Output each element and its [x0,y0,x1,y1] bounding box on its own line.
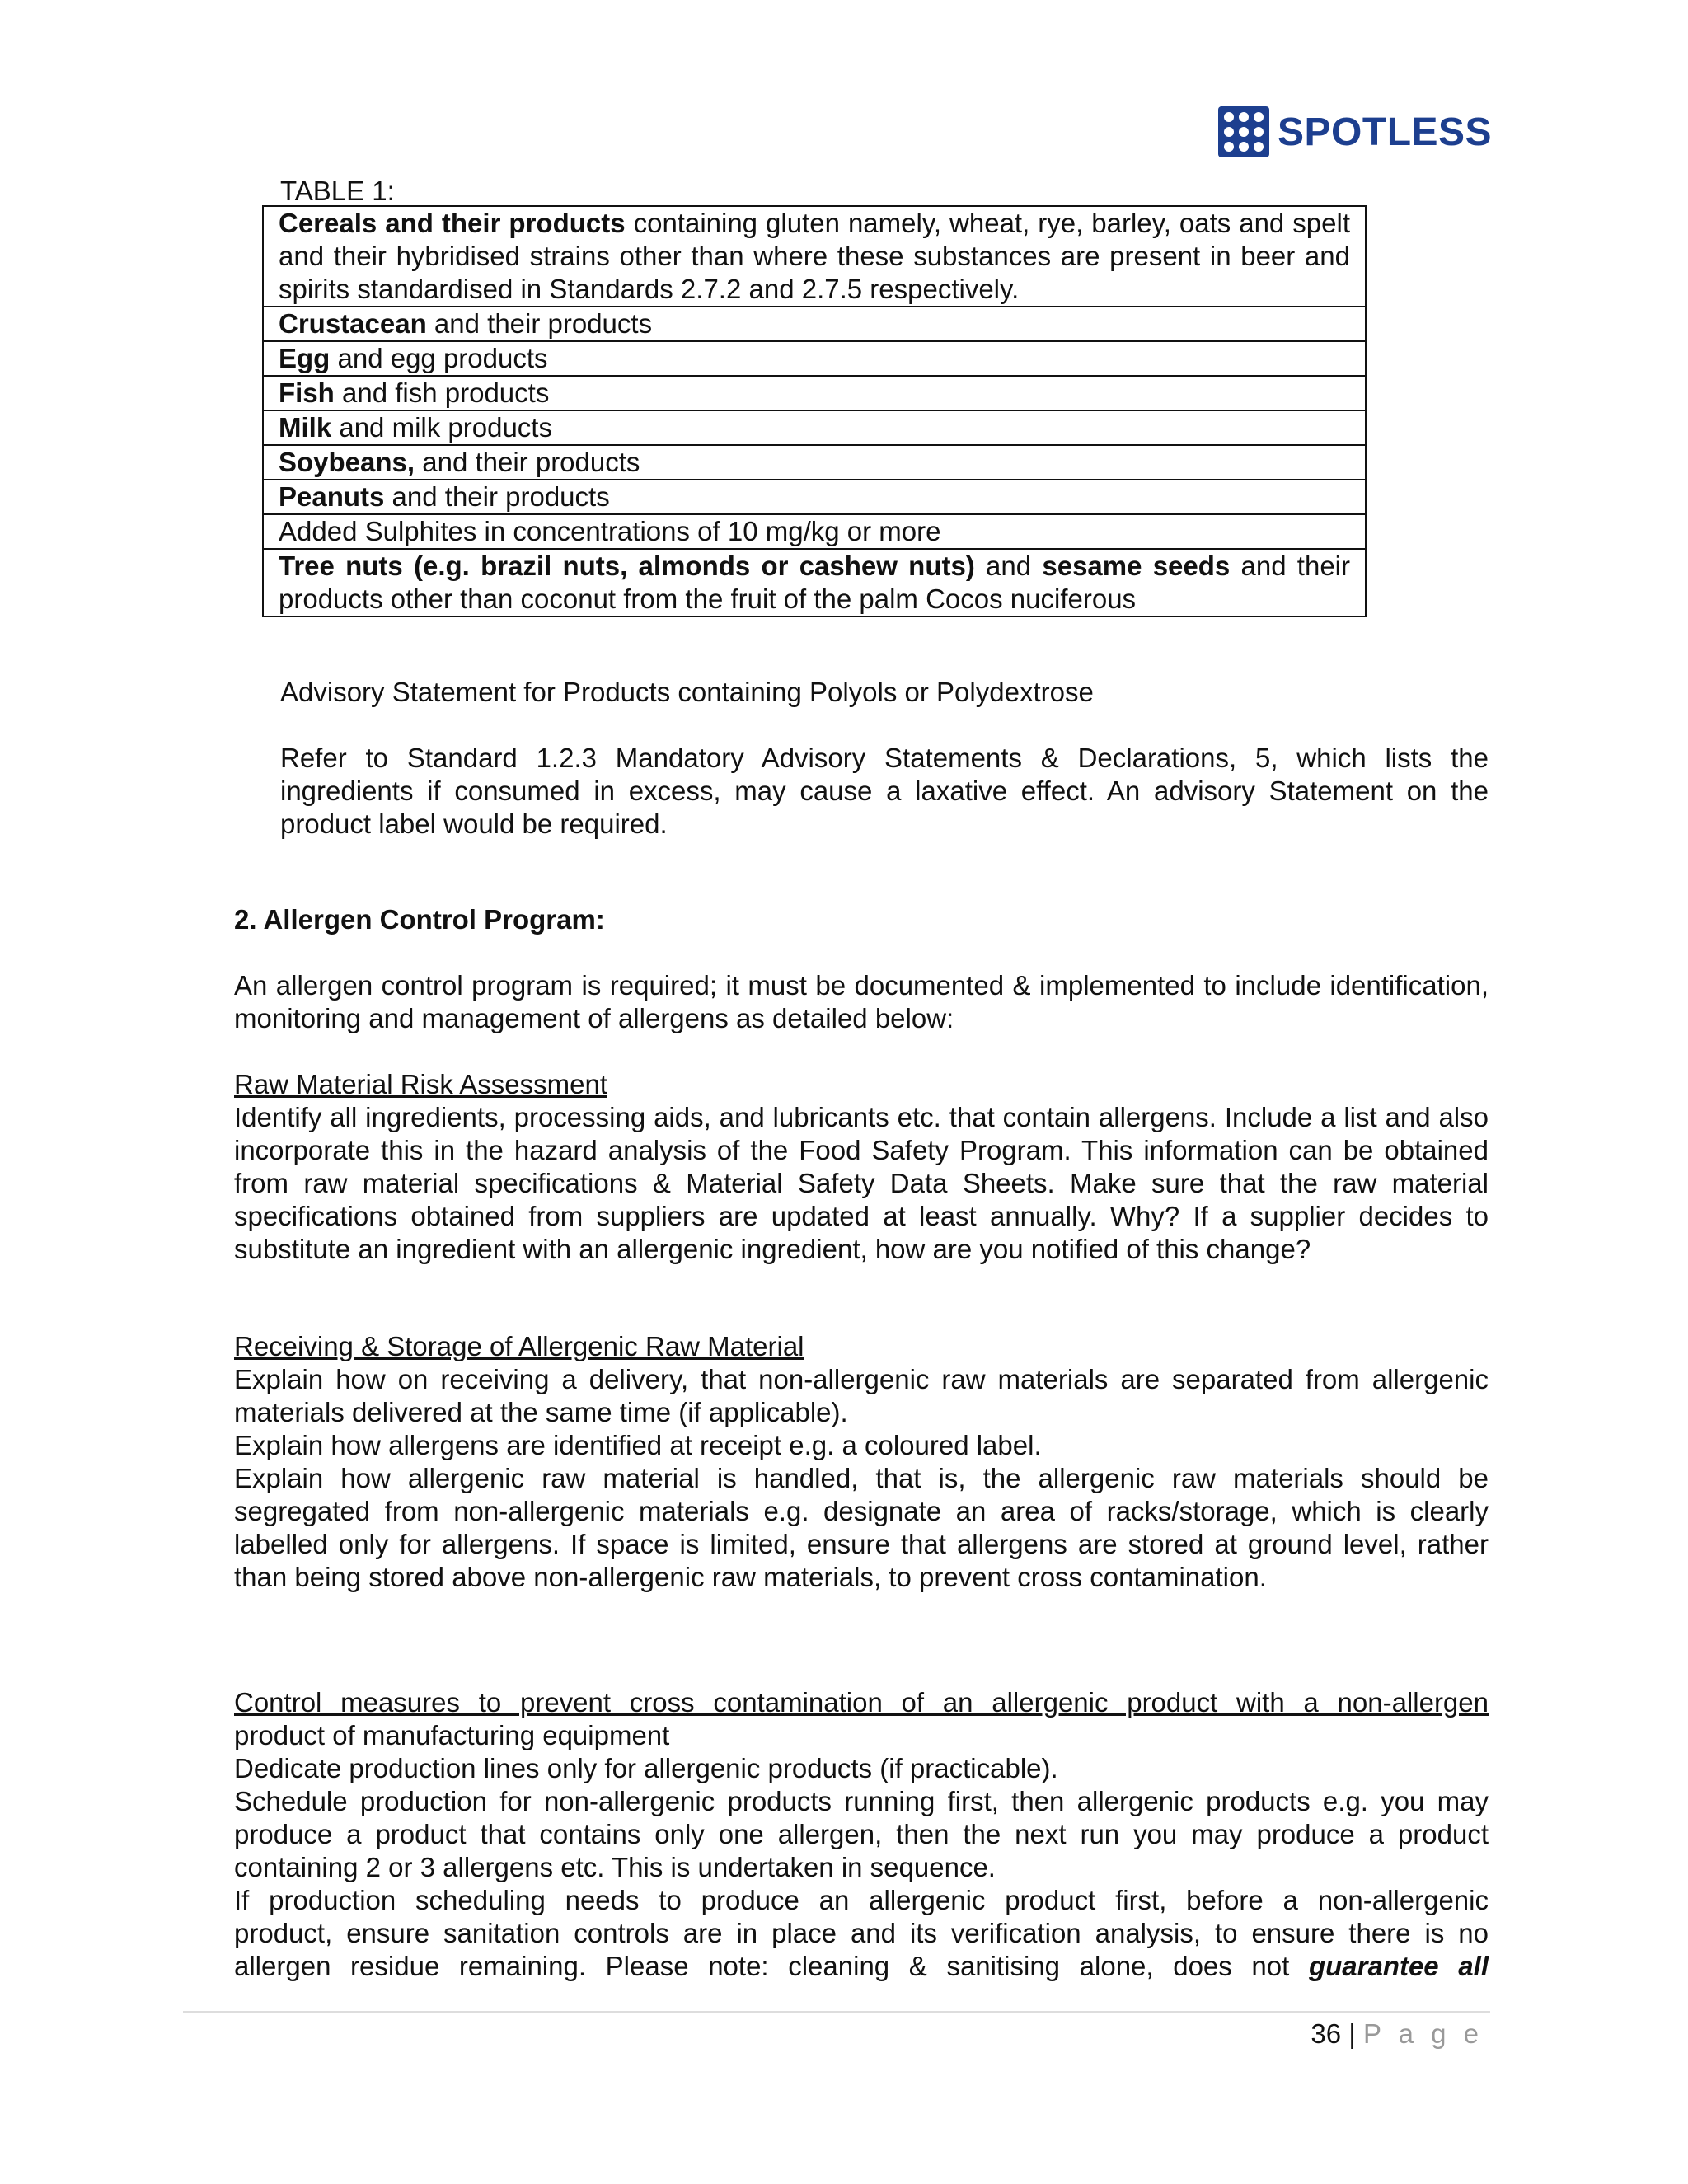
table-cell: Peanuts and their products [263,480,1366,514]
table-row [263,307,1366,341]
emphasis-text: guarantee all [1308,1951,1489,1981]
table-row [263,376,1366,410]
advisory-body: Refer to Standard 1.2.3 Mandatory Advisory Statements & Declarations, 5, which lists the ingredients if consumed in excess, may cause a laxative effect. An advisory Statement on the product label would be required. [280,743,1489,839]
table-cell: Egg and egg products [263,341,1366,376]
receiving-paragraph: Explain how on receiving a delivery, that non-allergenic raw materials are separated from allergenic materials delivered at the same time (if applicable). [234,1364,1489,1427]
spotless-logo-icon [1218,106,1269,157]
table-row [263,549,1366,616]
table-cell: Fish and fish products [263,376,1366,410]
page-number: 36 [1311,2018,1342,2049]
section-intro: An allergen control program is required; it must be documented & implemented to include identification, monitoring and management of allergens as detailed below: [234,970,1489,1033]
table-cell: Crustacean and their products [263,307,1366,341]
control-paragraph: Schedule production for non-allergenic products running first, then allergenic products e.g. you may produce a product that contains only one allergen, then the next run you may produce a product containing 2 or 3 allergens etc. This is undertaken in sequence. [234,1786,1489,1882]
table-cell: Tree nuts (e.g. brazil nuts, almonds or cashew nuts) and sesame seeds and their products other than coconut from the fruit of the palm Cocos nuciferous [263,549,1366,616]
table-row [263,445,1366,480]
table-row [263,206,1366,307]
page-separator: | [1348,2018,1356,2049]
page-footer [1311,2016,1484,2052]
footer-divider [183,2011,1490,2013]
table-row [263,341,1366,376]
control-paragraph-line: product, ensure sanitation controls are in place and its verification analysis, to ensure there is no [234,1918,1489,1948]
raw-material-heading: Raw Material Risk Assessment [234,1069,607,1099]
table-cell: Milk and milk products [263,410,1366,445]
receiving-paragraph: Explain how allergens are identified at receipt e.g. a coloured label. [234,1430,1042,1460]
table-label: TABLE 1: [280,176,395,206]
control-heading: Control measures to prevent cross contamination of an allergenic product with a non-allergen [234,1687,1489,1718]
page-label: P a g e [1363,2018,1484,2049]
table-cell: Soybeans, and their products [263,445,1366,480]
table-row [263,480,1366,514]
advisory-title: Advisory Statement for Products containing Polyols or Polydextrose [280,677,1094,707]
allergen-table [262,205,1367,617]
table-cell: Cereals and their products containing gluten namely, wheat, rye, barley, oats and spelt and their hybridised strains other than where these substances are present in beer and spirits standardised in Standards 2.7.2 and 2.7.5 respectively. [263,206,1366,307]
control-paragraph: Dedicate production lines only for allergenic products (if practicable). [234,1753,1058,1783]
section-heading: 2. Allergen Control Program: [234,904,605,935]
spotless-logo [1218,105,1492,158]
table-row [263,410,1366,445]
table-row [263,514,1366,549]
receiving-paragraph: Explain how allergenic raw material is handled, that is, the allergenic raw materials should be segregated from non-allergenic materials e.g. designate an area of racks/storage, which is clearly labelled only for allergens. If space is limited, ensure that allergens are stored at ground level, rather than being stored above non-allergenic raw materials, to prevent cross contamination. [234,1463,1489,1592]
table-cell: Added Sulphites in concentrations of 10 mg/kg or more [263,514,1366,549]
receiving-heading: Receiving & Storage of Allergenic Raw Material [234,1331,804,1361]
logo-text: SPOTLESS [1278,110,1493,154]
control-paragraph-line: allergen residue remaining. Please note: cleaning & sanitising alone, does not guarantee all [234,1951,1489,1981]
raw-material-body: Identify all ingredients, processing aids, and lubricants etc. that contain allergens. Include a list and also incorporate this in the hazard analysis of the Food Safety Program. This information can be obtained from raw material specifications & Material Safety Data Sheets. Make sure that the raw material specifications obtained from suppliers are updated at least annually. Why? If a supplier decides to substitute an ingredient with an allergenic ingredient, how are you notified of this change? [234,1102,1489,1264]
control-paragraph-line: If production scheduling needs to produce an allergenic product first, before a non-allergenic [234,1885,1489,1915]
control-heading-cont: product of manufacturing equipment [234,1720,670,1750]
